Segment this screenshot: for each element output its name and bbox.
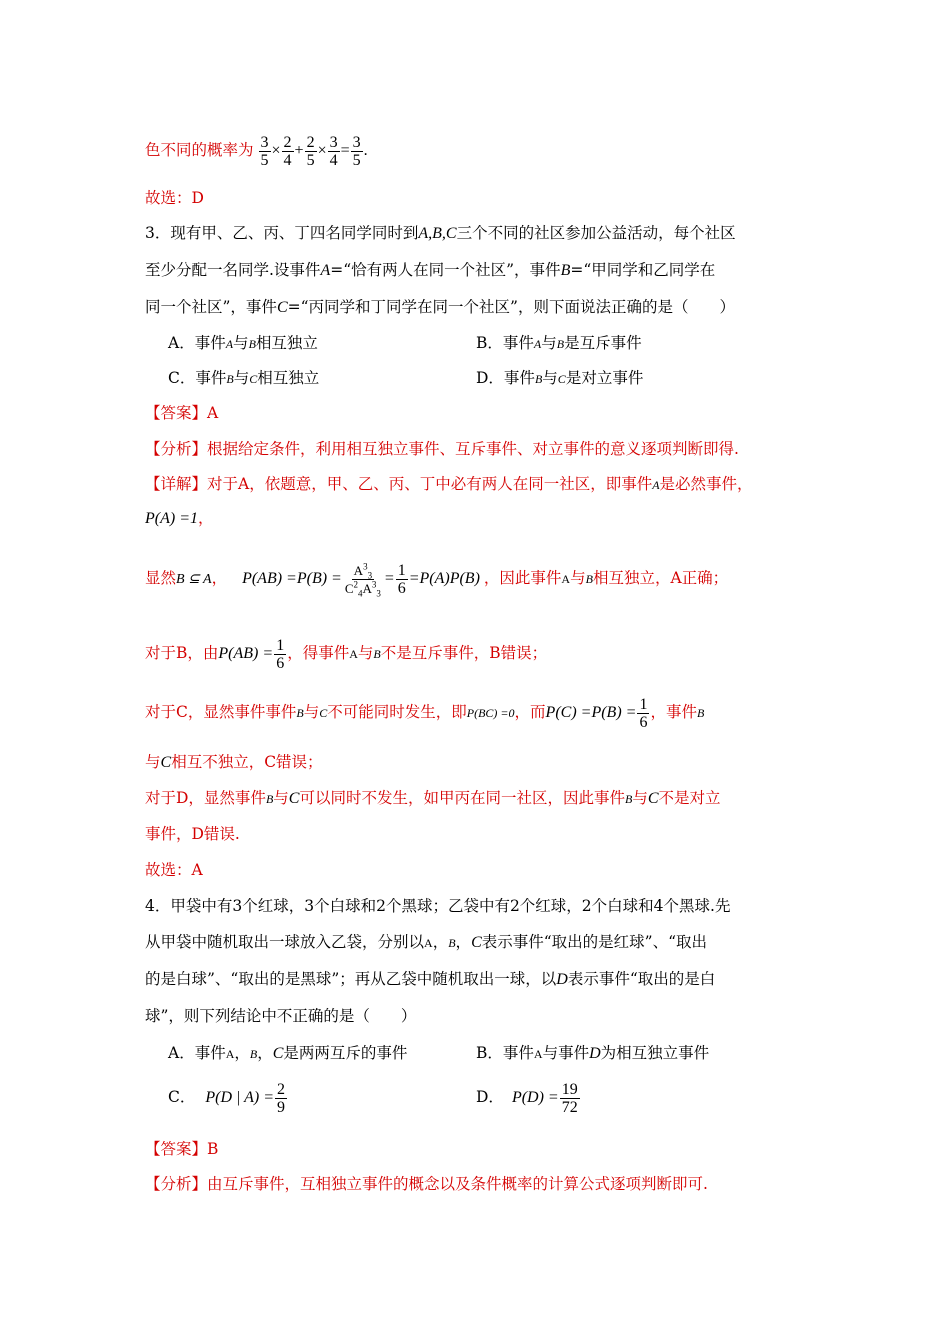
q4-option-b: B．事件A与事件D为相互独立事件	[476, 1044, 710, 1062]
q3-option-d: D．事件B与C是对立事件	[476, 369, 644, 387]
q4-answer: 【答案】B	[145, 1140, 219, 1158]
q4-line3: 的是白球”、“取出的是黑球”；再从乙袋中随机取出一球，以D表示事件“取出的是白	[145, 970, 716, 988]
q3-detail-line6: 与C相互不独立，C错误；	[145, 753, 323, 771]
q3-detail-line3: 显然B ⊆ A， P(AB) =P(B) = $\frac{A^3_3}{C^2_4A^3_3}$ = $\frac{1}{6}$ =P(A)P(B) ，因此事件A与B相互独立，A正确；	[145, 561, 729, 599]
q3-line2: 至少分配一名同学.设事件A=“恰有两人在同一个社区”，事件B=“甲同学和乙同学在	[145, 261, 716, 279]
q3-option-c: C．事件B与C相互独立	[168, 369, 320, 387]
q4-option-c: C． P(D | A) = $\frac{2}{9}$	[168, 1080, 286, 1116]
text: 色不同的概率为	[145, 141, 254, 159]
q4-option-d: D． P(D) = $\frac{19}{72}$	[476, 1080, 578, 1116]
q4-line2: 从甲袋中随机取出一球放入乙袋，分别以A，B，C表示事件“取出的是红球”、“取出	[145, 933, 708, 951]
q4-analysis: 【分析】由互斥事件，互相独立事件的概念以及条件概率的计算公式逐项判断即可.	[145, 1175, 708, 1193]
probability-line: 色不同的概率为 $\frac{3}{5}$ × $\frac{2}{4}$ + $\frac{2}{5}$ × $\frac{3}{4}$ = $\frac{3}{5}$ .	[145, 133, 368, 169]
q4-line4: 球”，则下列结论中不正确的是（ ）	[145, 1007, 417, 1025]
q3-detail-line5: 对于C，显然事件事件B与C不可能同时发生，即P(BC) =0，而P(C) =P(B) = $\frac{1}{6}$ ，事件B	[145, 695, 705, 731]
previous-answer: 故选：D	[145, 189, 204, 207]
q4-line1: 4．甲袋中有3个红球，3个白球和2个黑球；乙袋中有2个红球，2个白球和4个黑球.先	[145, 897, 731, 915]
q3-detail-line7: 对于D，显然事件B与C可以同时不发生，如甲丙在同一社区，因此事件B与C不是对立	[145, 789, 721, 807]
q4-option-a: A．事件A，B，C是两两互斥的事件	[168, 1044, 408, 1062]
q3-option-a: A．事件A与B相互独立	[168, 334, 318, 352]
q3-line3: 同一个社区”，事件C=“丙同学和丁同学在同一个社区”，则下面说法正确的是（ ）	[145, 298, 735, 316]
q3-detail-line4: 对于B，由P(AB) = $\frac{1}{6}$ ，得事件A与B不是互斥事件，B错误；	[145, 636, 548, 672]
q3-analysis: 【分析】根据给定条件，利用相互独立事件、互斥事件、对立事件的意义逐项判断即得.	[145, 440, 739, 458]
q3-option-b: B．事件A与B是互斥事件	[476, 334, 642, 352]
q3-final-choice: 故选：A	[145, 861, 203, 879]
q3-answer: 【答案】A	[145, 404, 219, 422]
q3-detail-line2: P(A) =1，	[145, 509, 214, 527]
q3-detail-line8: 事件，D错误.	[145, 825, 240, 843]
q3-line1: 3．现有甲、乙、丙、丁四名同学同时到A,B,C三个不同的社区参加公益活动，每个社区	[145, 224, 736, 242]
q3-detail-line1: 【详解】对于A，依题意，甲、乙、丙、丁中必有两人在同一社区，即事件A是必然事件，	[145, 475, 753, 493]
